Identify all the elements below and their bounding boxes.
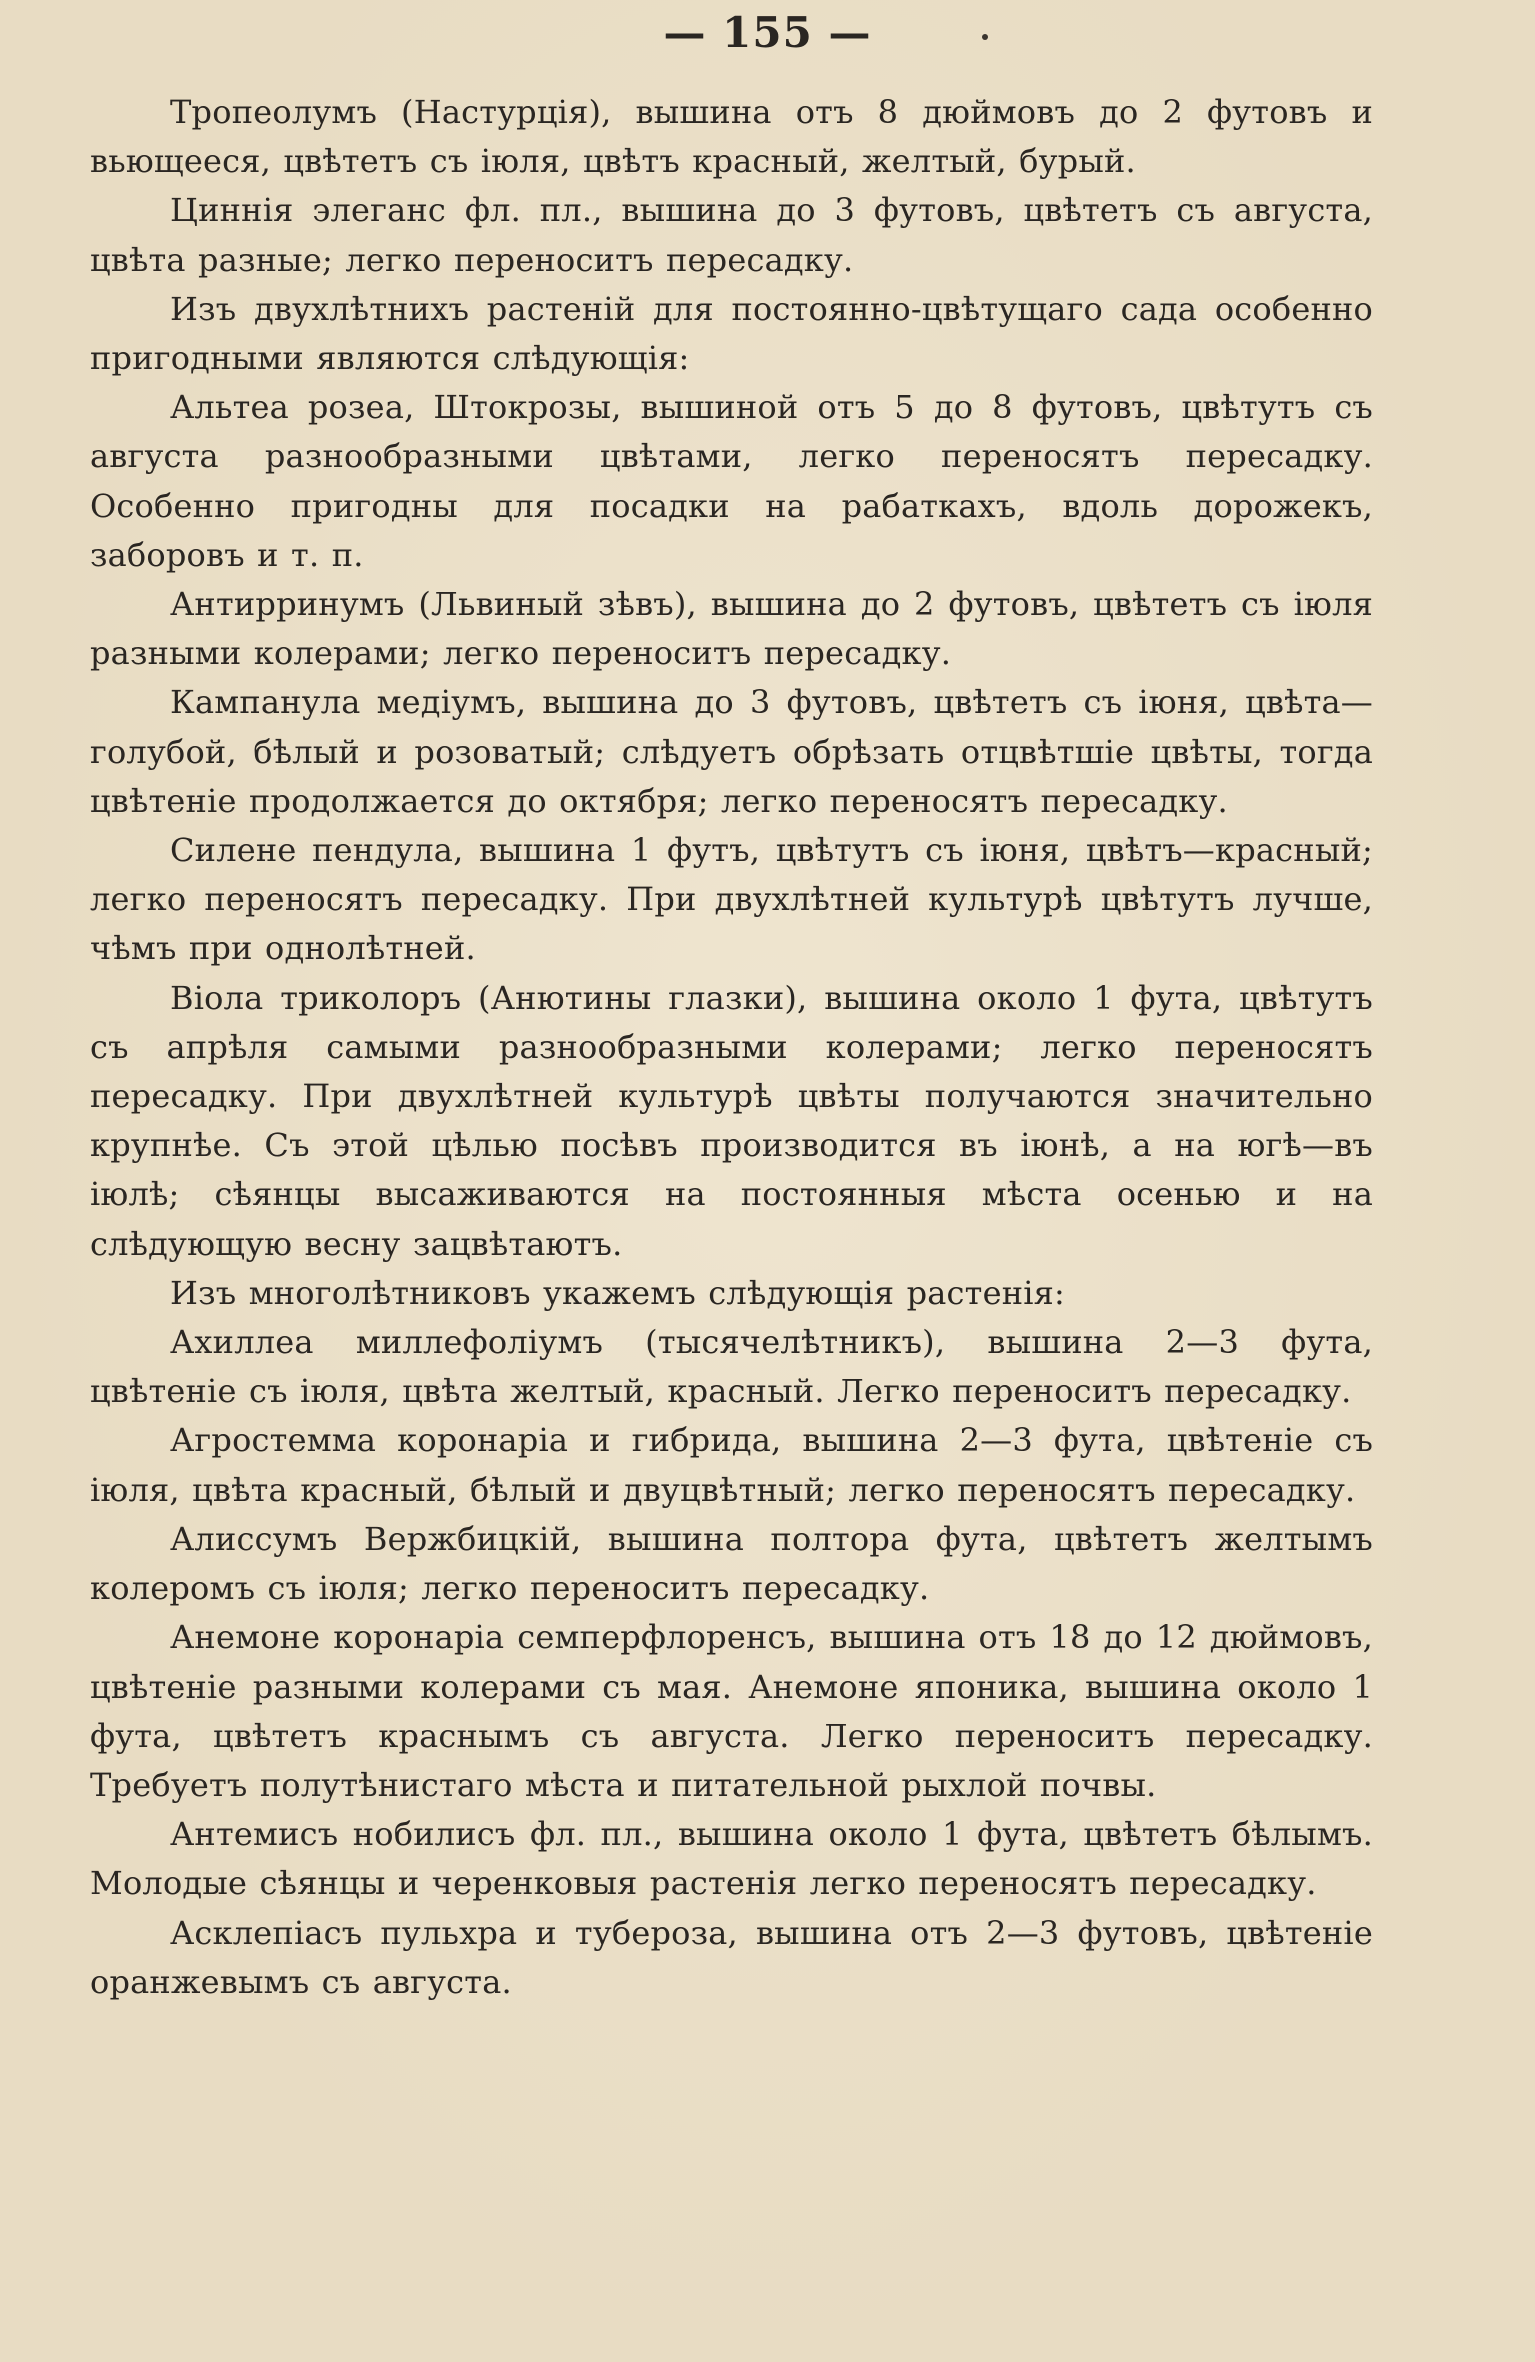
paragraph-silene: Силене пендула, вышина 1 футъ, цвѣтутъ съ іюня, цвѣтъ—красный; легко переносятъ пересадку. При двухлѣтней культурѣ цвѣтутъ лучше, чѣмъ при однолѣтней. bbox=[90, 831, 1373, 968]
paragraph-asclepias: Асклепіасъ пульхра и тубероза, вышина отъ 2—3 футовъ, цвѣтеніе оранжевымъ съ августа. bbox=[90, 1913, 1373, 2001]
paragraph-agrostemma: Агростемма коронаріа и гибрида, вышина 2—3 фута, цвѣтеніе съ іюля, цвѣта красный, бѣлый и двуцвѣтный; легко переносятъ пересадку. bbox=[90, 1421, 1373, 1509]
paragraph-biennials-intro: Изъ двухлѣтнихъ растеній для постоянно-цвѣтущаго сада особенно пригодными являются слѣдующія: bbox=[90, 289, 1373, 378]
paragraph-althaea: Альтеа розеа, Штокрозы, вышиной отъ 5 до 8 футовъ, цвѣтутъ съ августа разнообразными цвѣтами, легко переносятъ пересадку. Особенно пригодны для посадки на рабаткахъ, вдоль дорожекъ, заборовъ и т. п. bbox=[90, 388, 1373, 574]
paragraph-campanula: Кампанула медіумъ, вышина до 3 футовъ, цвѣтетъ съ іюня, цвѣта—голубой, бѣлый и розоватый; слѣдуетъ обрѣзать отцвѣтшіе цвѣты, тогда цвѣтеніе продолжается до октября; легко переносятъ пересадку. bbox=[90, 683, 1373, 820]
paragraph-antirrhinum: Антирринумъ (Львиный зѣвъ), вышина до 2 футовъ, цвѣтетъ съ іюля разными колерами; легко переноситъ пересадку. bbox=[90, 585, 1373, 673]
body-text bbox=[90, 88, 1373, 2007]
paragraph-alyssum: Алиссумъ Вержбицкій, вышина полтора фута, цвѣтетъ желтымъ колеромъ съ іюля; легко переноситъ пересадку. bbox=[90, 1519, 1373, 1608]
ink-dot bbox=[982, 34, 988, 40]
paragraph-tropaeolum: Тропеолумъ (Настурція), вышина отъ 8 дюймовъ до 2 футовъ и вьющееся, цвѣтетъ съ іюля, цвѣтъ красный, желтый, бурый. bbox=[90, 93, 1373, 181]
page-number: — 155 — bbox=[663, 8, 872, 57]
paragraph-anthemis: Антемисъ нобилисъ фл. пл., вышина около 1 фута, цвѣтетъ бѣлымъ. Молодые сѣянцы и черенковыя растенія легко переносятъ пересадку. bbox=[90, 1815, 1373, 1903]
paragraph-perennials-intro: Изъ многолѣтниковъ укажемъ слѣдующія растенія: bbox=[170, 1273, 1066, 1312]
paragraph-anemone: Анемоне коронаріа семперфлоренсъ, вышина отъ 18 до 12 дюймовъ, цвѣтеніе разными колерами съ мая. Анемоне японика, вышина около 1 фута, цвѣтетъ краснымъ съ августа. Легко переноситъ пересадку. Требуетъ полутѣнистаго мѣста и питательной рыхлой почвы. bbox=[90, 1618, 1373, 1804]
paragraph-zinnia: Циннія элеганс фл. пл., вышина до 3 футовъ, цвѣтетъ съ августа, цвѣта разные; легко переноситъ пересадку. bbox=[90, 191, 1373, 279]
paragraph-achillea: Ахиллеа миллефоліумъ (тысячелѣтникъ), вышина 2—3 фута, цвѣтеніе съ іюля, цвѣта желтый, красный. Легко переноситъ пересадку. bbox=[90, 1323, 1373, 1411]
paragraph-viola: Віола триколоръ (Анютины глазки), вышина около 1 фута, цвѣтутъ съ апрѣля самыми разнообразными колерами; легко переносятъ пересадку. При двухлѣтней культурѣ цвѣты получаются значительно крупнѣе. Съ этой цѣлью посѣвъ производится въ іюнѣ, а на югѣ—въ іюлѣ; сѣянцы высаживаются на постоянныя мѣста осенью и на слѣдующую весну зацвѣтаютъ. bbox=[90, 978, 1373, 1263]
